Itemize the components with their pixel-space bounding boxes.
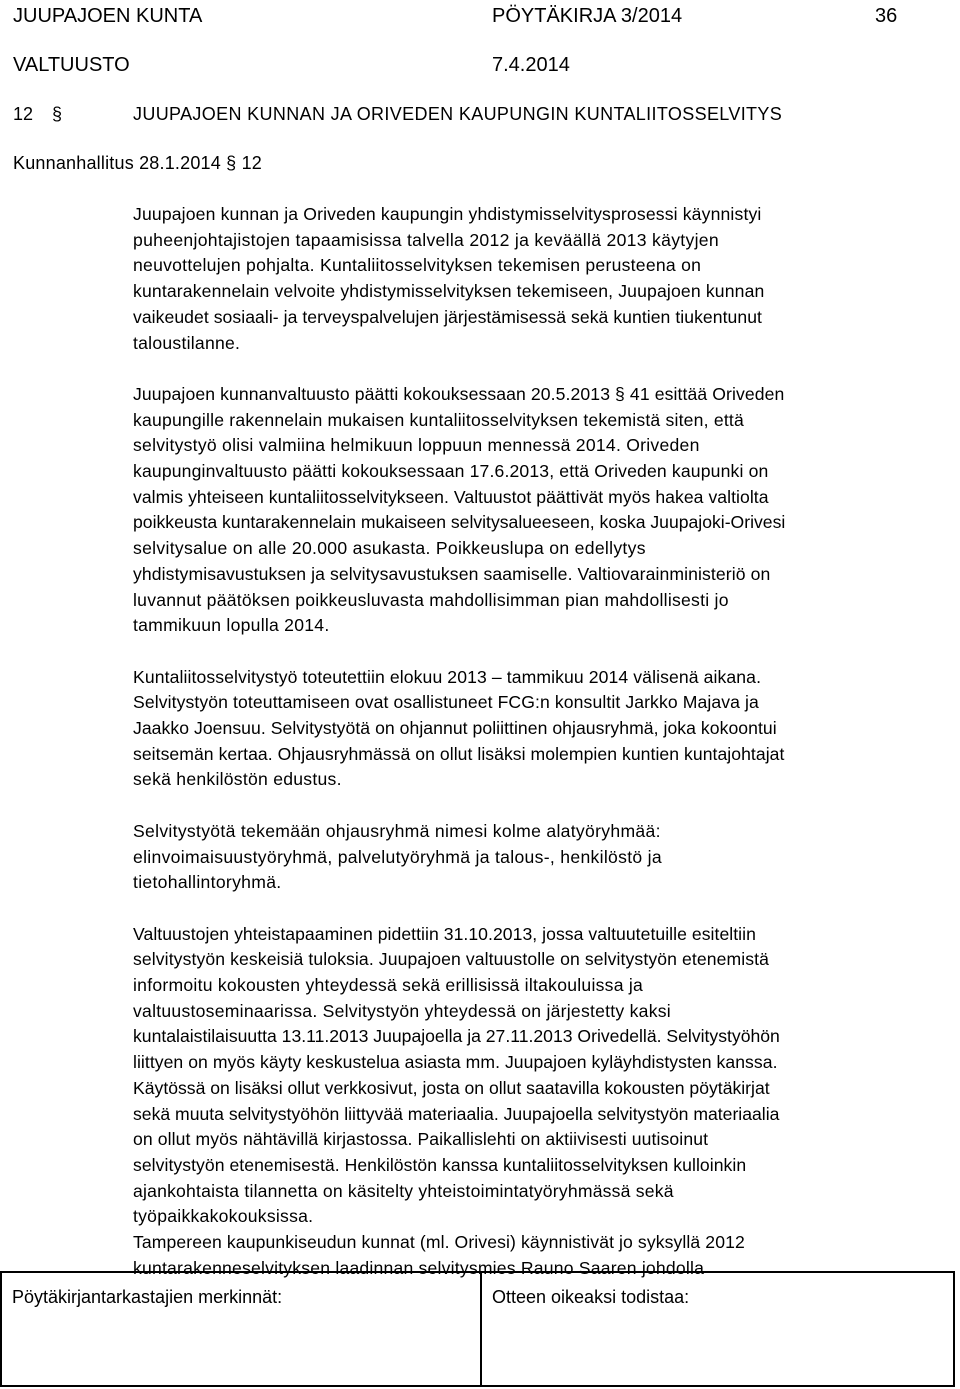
reviewers-notes-cell	[2, 1273, 482, 1385]
text-line: Selvitystyön toteuttamiseen ovat osallistuneet FCG:n konsultit Jarkko Majava ja	[133, 692, 759, 713]
text-line: kaupungille rakennelain mukaisen kuntaliitosselvityksen tekemistä siten, että	[133, 409, 744, 430]
text-line: Kuntaliitosselvitystyö toteutettiin elokuu 2013 – tammikuu 2014 välisenä aikana.	[133, 666, 762, 687]
paragraph-implementation	[133, 665, 943, 794]
text-line: Jaakko Joensuu. Selvitystyötä on ohjannut poliittinen ohjausryhmä, joka kokoontui	[133, 718, 777, 739]
meeting-body: VALTUUSTO	[13, 54, 130, 76]
text-line: valmis yhteiseen kuntaliitosselvitykseen. Valtuustot päättivät myös hakea valtiolta	[133, 486, 769, 507]
text-line: informoitu kokousten yhteydessä sekä erillisissä iltakouluissa ja	[133, 975, 644, 996]
text-line: tietohallintoryhmä.	[133, 872, 282, 893]
text-line: Juupajoen kunnanvaltuusto päätti kokouksessaan 20.5.2013 § 41 esittää Oriveden	[133, 383, 785, 404]
reviewers-notes-label: Pöytäkirjantarkastajien merkinnät:	[12, 1287, 283, 1307]
paragraph-communication	[133, 922, 943, 1230]
text-line: selvitystyön etenemisestä. Henkilöstön kanssa kuntaliitosselvityksen kulloinkin	[133, 1154, 747, 1175]
text-line: ajankohtaista tilannetta on käsitelty yhteistoimintatyöryhmässä sekä	[133, 1180, 674, 1201]
signature-box	[0, 1271, 955, 1387]
text-line: Valtuustojen yhteistapaaminen pidettiin 31.10.2013, jossa valtuutetuille esiteltiin	[133, 923, 756, 944]
text-line: neuvottelujen pohjalta. Kuntaliitosselvityksen tekemisen perusteena on	[133, 255, 702, 276]
text-line: kuntalaistilaisuutta 13.11.2013 Juupajoella ja 27.11.2013 Orivedellä. Selvitystyöhön	[133, 1026, 780, 1047]
text-line: luvannut päätöksen poikkeusluvasta mahdollisimman pian mahdollisesti jo	[133, 589, 729, 610]
text-line: selvitystyö olisi valmiina helmikuun loppuun mennessä 2014. Oriveden	[133, 435, 700, 456]
municipality-name: JUUPAJOEN KUNTA	[13, 5, 203, 27]
page-number: 36	[875, 5, 898, 27]
text-line: työpaikkakokouksissa.	[133, 1206, 314, 1227]
text-line: Selvitystyötä tekemään ohjausryhmä nimesi kolme alatyöryhmää:	[133, 820, 661, 841]
text-line: selvitysalue on alle 20.000 asukasta. Poikkeuslupa on edellytys	[133, 538, 646, 559]
section-symbol: §	[52, 104, 63, 124]
meeting-date: 7.4.2014	[492, 54, 570, 76]
text-line: vaikeudet sosiaali- ja terveyspalvelujen järjestämisessä sekä kuntien tiukentunut	[133, 306, 762, 327]
text-line: sekä henkilöstön edustus.	[133, 769, 342, 790]
paragraph-working-groups	[133, 819, 943, 896]
text-line: kaupunginvaltuusto päätti kokouksessaan 17.6.2013, että Oriveden kaupunki on	[133, 461, 769, 482]
section-reference: Kunnanhallitus 28.1.2014 § 12	[13, 153, 263, 173]
text-line: liittyen on myös käyty keskustelua asiasta mm. Juupajoen kyläyhdistysten kanssa.	[133, 1052, 778, 1073]
text-line: yhdistymisavustuksen ja selvitysavustuksen saamiselle. Valtiovarainministeriö on	[133, 563, 771, 584]
text-line: tammikuun lopulla 2014.	[133, 615, 330, 636]
text-line: valtuustoseminaarissa. Selvitystyön yhteydessä on järjestetty kaksi	[133, 1000, 671, 1021]
paragraph-background	[133, 202, 943, 356]
text-line: Tampereen kaupunkiseudun kunnat (ml. Orivesi) käynnistivät jo syksyllä 2012	[133, 1232, 745, 1253]
certification-cell	[482, 1273, 953, 1385]
section-number	[13, 102, 62, 126]
section-number-value: 12	[13, 104, 34, 124]
paragraph-council-decision	[133, 382, 943, 639]
text-line: sekä muuta selvitystyöhön liittyvää materiaalia. Juupajoella selvitystyön materiaalia	[133, 1103, 780, 1124]
certification-label: Otteen oikeaksi todistaa:	[492, 1287, 690, 1307]
text-line: elinvoimaisuustyöryhmä, palvelutyöryhmä ja talous-, henkilöstö ja	[133, 846, 662, 867]
document-number: PÖYTÄKIRJA 3/2014	[492, 5, 683, 27]
text-line: kuntarakenneselvityksen laadinnan selvitysmies Rauno Saaren johdolla	[133, 1257, 705, 1278]
text-line: selvitystyön keskeisiä tuloksia. Juupajoen valtuustolle on selvitystyön etenemistä	[133, 949, 770, 970]
text-line: puheenjohtajistojen tapaamisissa talvella 2012 ja keväällä 2013 käytyjen	[133, 229, 719, 250]
body-text	[133, 202, 943, 1281]
text-line: on ollut myös nähtävillä kirjastossa. Paikallislehti on aktiivisesti uutisoinut	[133, 1129, 709, 1150]
text-line: poikkeusta kuntarakennelain mukaiseen selvitysalueeseen, koska Juupajoki-Orivesi	[133, 512, 786, 533]
text-line: kuntarakennelain velvoite yhdistymisselvityksen tekemiseen, Juupajoen kunnan	[133, 281, 765, 302]
text-line: Juupajoen kunnan ja Oriveden kaupungin yhdistymisselvitysprosessi käynnistyi	[133, 204, 762, 224]
section-title: JUUPAJOEN KUNNAN JA ORIVEDEN KAUPUNGIN KUNTALIITOSSELVITYS	[133, 104, 783, 124]
text-line: seitsemän kertaa. Ohjausryhmässä on ollut lisäksi molempien kuntien kuntajohtajat	[133, 743, 785, 764]
text-line: taloustilanne.	[133, 332, 241, 353]
text-line: Käytössä on lisäksi ollut verkkosivut, josta on ollut saatavilla kokousten pöytäkirjat	[133, 1077, 770, 1098]
